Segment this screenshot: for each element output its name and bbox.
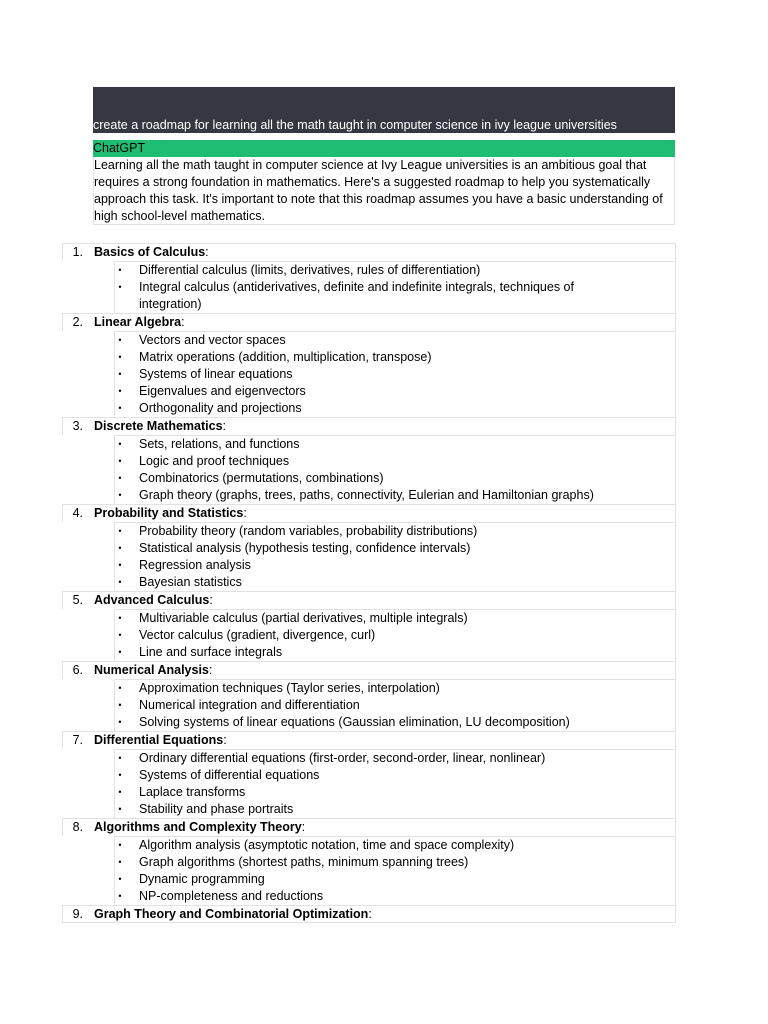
list-item-text: Orthogonality and projections xyxy=(139,401,302,415)
section-title-text: Discrete Mathematics xyxy=(94,419,223,433)
bullet-icon: • xyxy=(118,613,122,623)
section-heading xyxy=(62,905,676,923)
list-item xyxy=(115,697,675,714)
section-heading xyxy=(62,504,676,522)
bullet-icon: • xyxy=(118,683,122,693)
list-item-text: Combinatorics (permutations, combinations) xyxy=(139,471,384,485)
list-item-text: Systems of linear equations xyxy=(139,367,293,381)
section-heading xyxy=(62,661,676,679)
section-items xyxy=(114,679,676,731)
section-items xyxy=(114,749,676,818)
list-item-text: Numerical integration and differentiation xyxy=(139,698,360,712)
section-colon: : xyxy=(301,820,306,834)
bullet-icon: • xyxy=(118,282,122,292)
section-heading xyxy=(62,243,676,261)
section-colon: : xyxy=(243,506,247,520)
list-item-text: Probability theory (random variables, probability distributions) xyxy=(139,524,478,538)
list-item xyxy=(115,487,675,504)
list-item-text: Ordinary differential equations (first-order, second-order, linear, nonlinear) xyxy=(139,751,546,765)
list-item-text: Solving systems of linear equations (Gaussian elimination, LU decomposition) xyxy=(139,715,570,729)
section-items xyxy=(114,609,676,661)
section-items xyxy=(114,836,676,905)
section-heading xyxy=(62,417,676,435)
bullet-icon: • xyxy=(118,840,122,850)
list-item-text: Systems of differential equations xyxy=(139,768,320,782)
section-title-text: Probability and Statistics xyxy=(94,506,244,520)
list-item-text: Bayesian statistics xyxy=(139,575,242,589)
list-item-text: Vectors and vector spaces xyxy=(139,333,286,347)
list-item xyxy=(115,644,675,661)
section-title-text: Linear Algebra xyxy=(94,315,182,329)
list-item xyxy=(115,801,675,818)
section-items xyxy=(114,331,676,417)
list-item xyxy=(115,383,675,400)
bullet-icon: • xyxy=(118,804,122,814)
bullet-icon: • xyxy=(118,874,122,884)
section-heading xyxy=(62,591,676,609)
bullet-icon: • xyxy=(118,386,122,396)
bullet-icon: • xyxy=(118,473,122,483)
section-title-text: Numerical Analysis xyxy=(94,663,209,677)
bullet-icon: • xyxy=(118,335,122,345)
section-number: 3. xyxy=(72,419,83,433)
section-items xyxy=(114,522,676,591)
list-item xyxy=(115,436,675,453)
intro-paragraph: Learning all the math taught in computer science at Ivy League universities is an ambitious goal that requires a strong foundation in mathematics. Here's a suggested roadmap to help you systematically approach this task. It's important to note that this roadmap assumes you have a basic understanding of high school-level mathematics. xyxy=(93,157,675,225)
section-number: 2. xyxy=(72,315,83,329)
bullet-icon: • xyxy=(118,647,122,657)
section-colon: : xyxy=(181,315,185,329)
bullet-icon: • xyxy=(118,543,122,553)
section-items xyxy=(114,261,676,313)
section-title xyxy=(94,662,212,679)
list-item xyxy=(115,540,675,557)
list-item xyxy=(115,366,675,383)
section-title xyxy=(94,418,226,435)
list-item-text: Algorithm analysis (asymptotic notation, time and space complexity) xyxy=(139,838,515,852)
bullet-icon: • xyxy=(118,770,122,780)
list-item-text: Approximation techniques (Taylor series, interpolation) xyxy=(139,681,440,695)
responder-bar xyxy=(93,140,675,157)
section-colon: : xyxy=(223,733,227,747)
section-title xyxy=(94,505,247,522)
section-title-text: Algorithms and Complexity Theory xyxy=(94,820,302,834)
bullet-icon: • xyxy=(118,456,122,466)
section-heading xyxy=(62,818,676,836)
list-item-text: NP-completeness and reductions xyxy=(139,889,324,903)
bullet-icon: • xyxy=(118,717,122,727)
bullet-icon: • xyxy=(118,753,122,763)
list-item-text: Graph theory (graphs, trees, paths, connectivity, Eulerian and Hamiltonian graphs) xyxy=(139,488,594,502)
list-item xyxy=(115,279,675,313)
section-title xyxy=(94,906,372,923)
bullet-icon: • xyxy=(118,787,122,797)
list-item xyxy=(115,453,675,470)
responder-label: ChatGPT xyxy=(93,141,146,155)
list-item xyxy=(115,332,675,349)
list-item-text: Regression analysis xyxy=(139,558,251,572)
list-item xyxy=(115,854,675,871)
section-title xyxy=(94,314,185,331)
list-item-text: Differential calculus (limits, derivatives, rules of differentiation) xyxy=(139,263,481,277)
list-item-text: Statistical analysis (hypothesis testing, confidence intervals) xyxy=(139,541,471,555)
prompt-header xyxy=(93,87,675,133)
list-item xyxy=(115,627,675,644)
bullet-icon: • xyxy=(118,526,122,536)
list-item xyxy=(115,767,675,784)
bullet-icon: • xyxy=(118,352,122,362)
list-item xyxy=(115,888,675,905)
section-items xyxy=(114,435,676,504)
section-colon: : xyxy=(205,245,209,259)
list-item-text: Laplace transforms xyxy=(139,785,246,799)
section-title-text: Basics of Calculus xyxy=(94,245,206,259)
list-item-text: Integral calculus (antiderivatives, definite and indefinite integrals, techniques of integration) xyxy=(139,280,574,311)
section-title-text: Graph Theory and Combinatorial Optimization xyxy=(94,907,369,921)
list-item-text: Vector calculus (gradient, divergence, curl) xyxy=(139,628,376,642)
list-item-text: Sets, relations, and functions xyxy=(139,437,300,451)
section-title xyxy=(94,732,227,749)
bullet-icon: • xyxy=(118,403,122,413)
bullet-icon: • xyxy=(118,490,122,500)
list-item xyxy=(115,574,675,591)
bullet-icon: • xyxy=(118,439,122,449)
list-item xyxy=(115,714,675,731)
section-colon: : xyxy=(368,907,372,921)
bullet-icon: • xyxy=(118,560,122,570)
prompt-text: create a roadmap for learning all the math taught in computer science in ivy league universities xyxy=(93,118,617,132)
list-item-text: Line and surface integrals xyxy=(139,645,283,659)
list-item-text: Stability and phase portraits xyxy=(139,802,294,816)
section-number: 1. xyxy=(72,245,83,259)
bullet-icon: • xyxy=(118,700,122,710)
section-colon: : xyxy=(208,663,213,677)
list-item-text: Eigenvalues and eigenvectors xyxy=(139,384,306,398)
section-number: 6. xyxy=(72,663,83,677)
section-number: 4. xyxy=(72,506,83,520)
section-number: 7. xyxy=(72,733,83,747)
roadmap-outline xyxy=(62,243,676,923)
list-item xyxy=(115,349,675,366)
section-heading xyxy=(62,731,676,749)
list-item-text: Graph algorithms (shortest paths, minimum spanning trees) xyxy=(139,855,469,869)
list-item xyxy=(115,750,675,767)
list-item xyxy=(115,557,675,574)
section-title xyxy=(94,819,305,836)
list-item xyxy=(115,680,675,697)
list-item xyxy=(115,523,675,540)
section-number: 5. xyxy=(72,593,83,607)
bullet-icon: • xyxy=(118,891,122,901)
section-title xyxy=(94,244,209,261)
list-item xyxy=(115,871,675,888)
bullet-icon: • xyxy=(118,369,122,379)
list-item xyxy=(115,262,675,279)
list-item-text: Matrix operations (addition, multiplication, transpose) xyxy=(139,350,432,364)
section-title-text: Differential Equations xyxy=(94,733,224,747)
section-number: 8. xyxy=(72,820,83,834)
section-colon: : xyxy=(209,593,213,607)
list-item-text: Multivariable calculus (partial derivatives, multiple integrals) xyxy=(139,611,468,625)
list-item xyxy=(115,837,675,854)
list-item xyxy=(115,784,675,801)
section-colon: : xyxy=(222,419,227,433)
list-item-text: Dynamic programming xyxy=(139,872,265,886)
bullet-icon: • xyxy=(118,857,122,867)
section-heading xyxy=(62,313,676,331)
section-title xyxy=(94,592,213,609)
list-item xyxy=(115,470,675,487)
section-number: 9. xyxy=(72,907,83,921)
list-item xyxy=(115,400,675,417)
section-title-text: Advanced Calculus xyxy=(94,593,210,607)
bullet-icon: • xyxy=(118,265,122,275)
list-item-text: Logic and proof techniques xyxy=(139,454,290,468)
bullet-icon: • xyxy=(118,577,122,587)
list-item xyxy=(115,610,675,627)
bullet-icon: • xyxy=(118,630,122,640)
